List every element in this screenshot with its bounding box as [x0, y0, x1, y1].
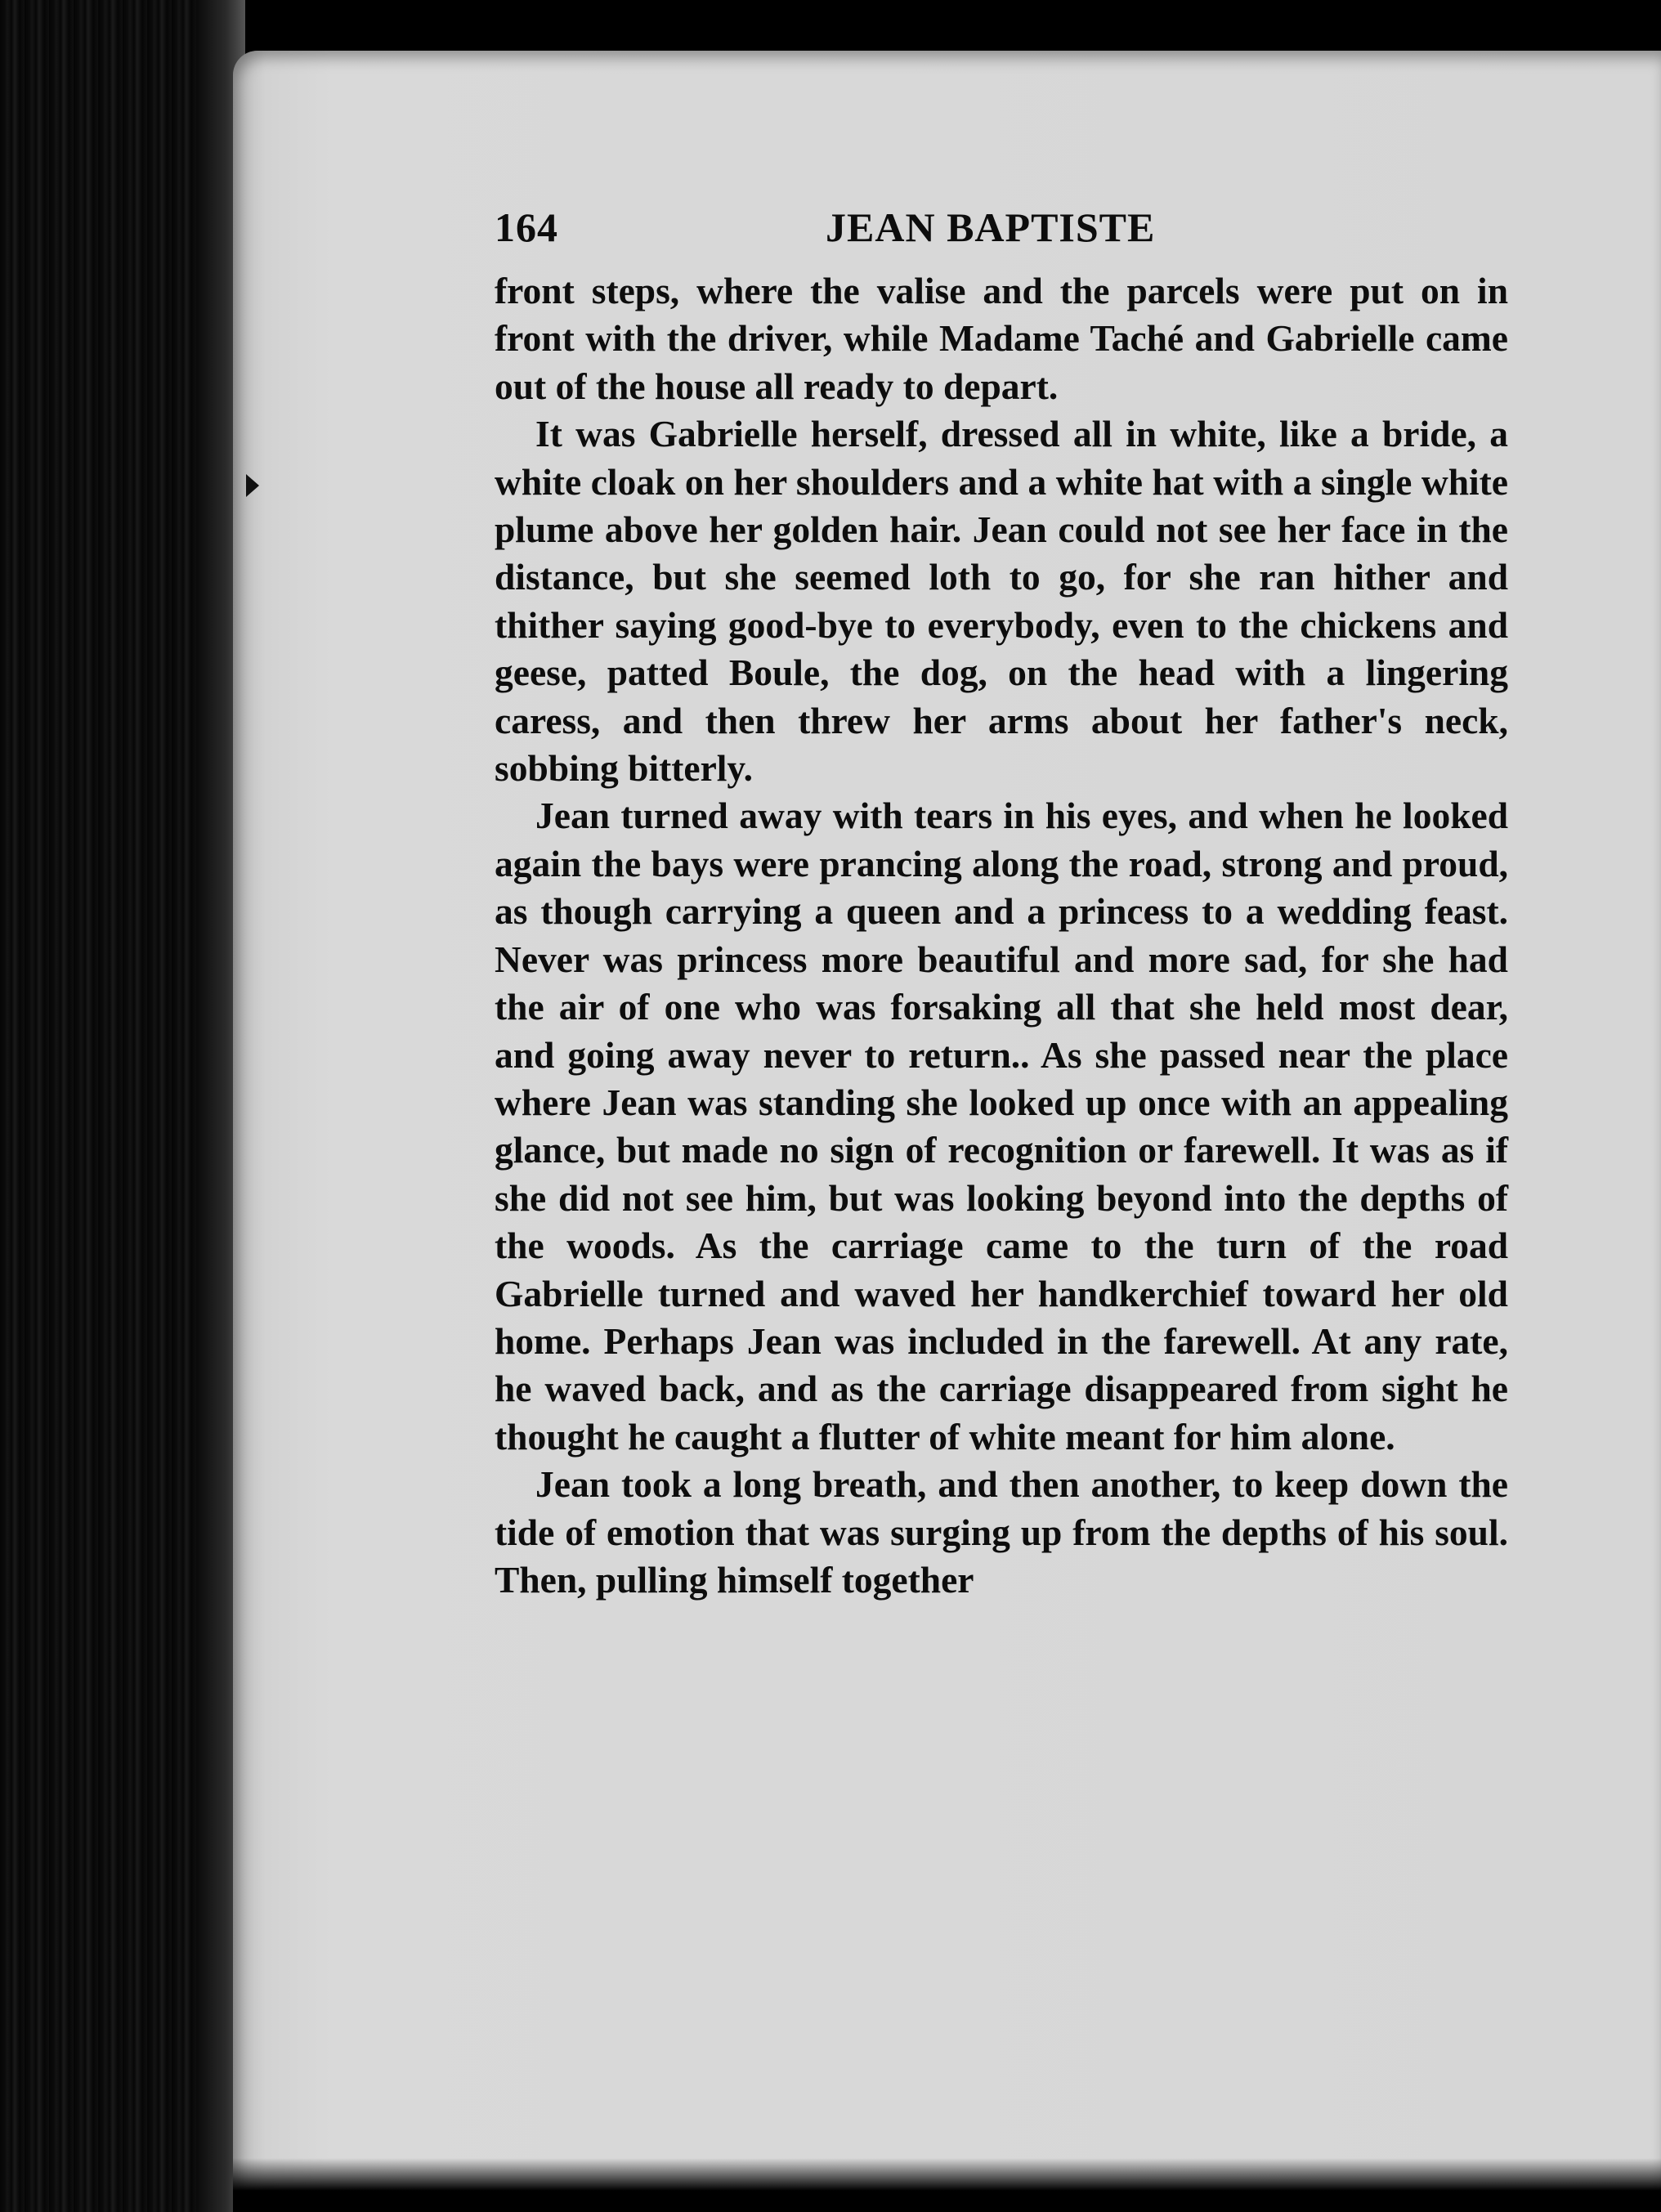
page-content [495, 194, 1508, 1604]
body-text [495, 267, 1508, 1604]
running-head [495, 194, 1508, 267]
page-marker-icon [246, 474, 259, 497]
book-page [233, 51, 1661, 2192]
running-head-title: JEAN BAPTISTE [826, 204, 1156, 250]
paragraph: Jean took a long breath, and then another, to keep down the tide of emotion that was surging up from the depths of his soul. Then, pulling himself together [495, 1463, 1508, 1601]
top-shadow [0, 0, 1661, 57]
page-number: 164 [495, 204, 558, 250]
bottom-shadow [233, 2158, 1661, 2212]
paragraph-continued: front steps, where the valise and the parcels were put on in front with the driver, while Madame Taché and Gabrielle came out of the house all ready to depart. [495, 270, 1508, 407]
book-page-edges [0, 0, 245, 2212]
paragraph: It was Gabrielle herself, dressed all in white, like a bride, a white cloak on her shoulders and a white hat with a single white plume above her golden hair. Jean could not see her face in the distance, but she seemed loth to go, for she ran hither and thither saying good-bye to everybody, even to the chickens and geese, patted Boule, the dog, on the head with a lingering caress, and then threw her arms about her father's neck, sobbing bitterly. [495, 413, 1508, 790]
paragraph: Jean turned away with tears in his eyes, and when he looked again the bays were prancing along the road, strong and proud, as though carrying a queen and a princess to a wedding feast. Never was princess more beautiful and more sad, for she had the air of one who was forsaking all that she held most dear, and going away never to return.. As she passed near the place where Jean was standing she looked up once with an appealing glance, but made no sign of recognition or farewell. It was as if she did not see him, but was looking beyond into the depths of the woods. As the carriage came to the turn of the road Gabrielle turned and waved her handkerchief toward her old home. Perhaps Jean was included in the farewell. At any rate, he waved back, and as the carriage disappeared from sight he thought he caught a flutter of white meant for him alone. [495, 795, 1508, 1458]
